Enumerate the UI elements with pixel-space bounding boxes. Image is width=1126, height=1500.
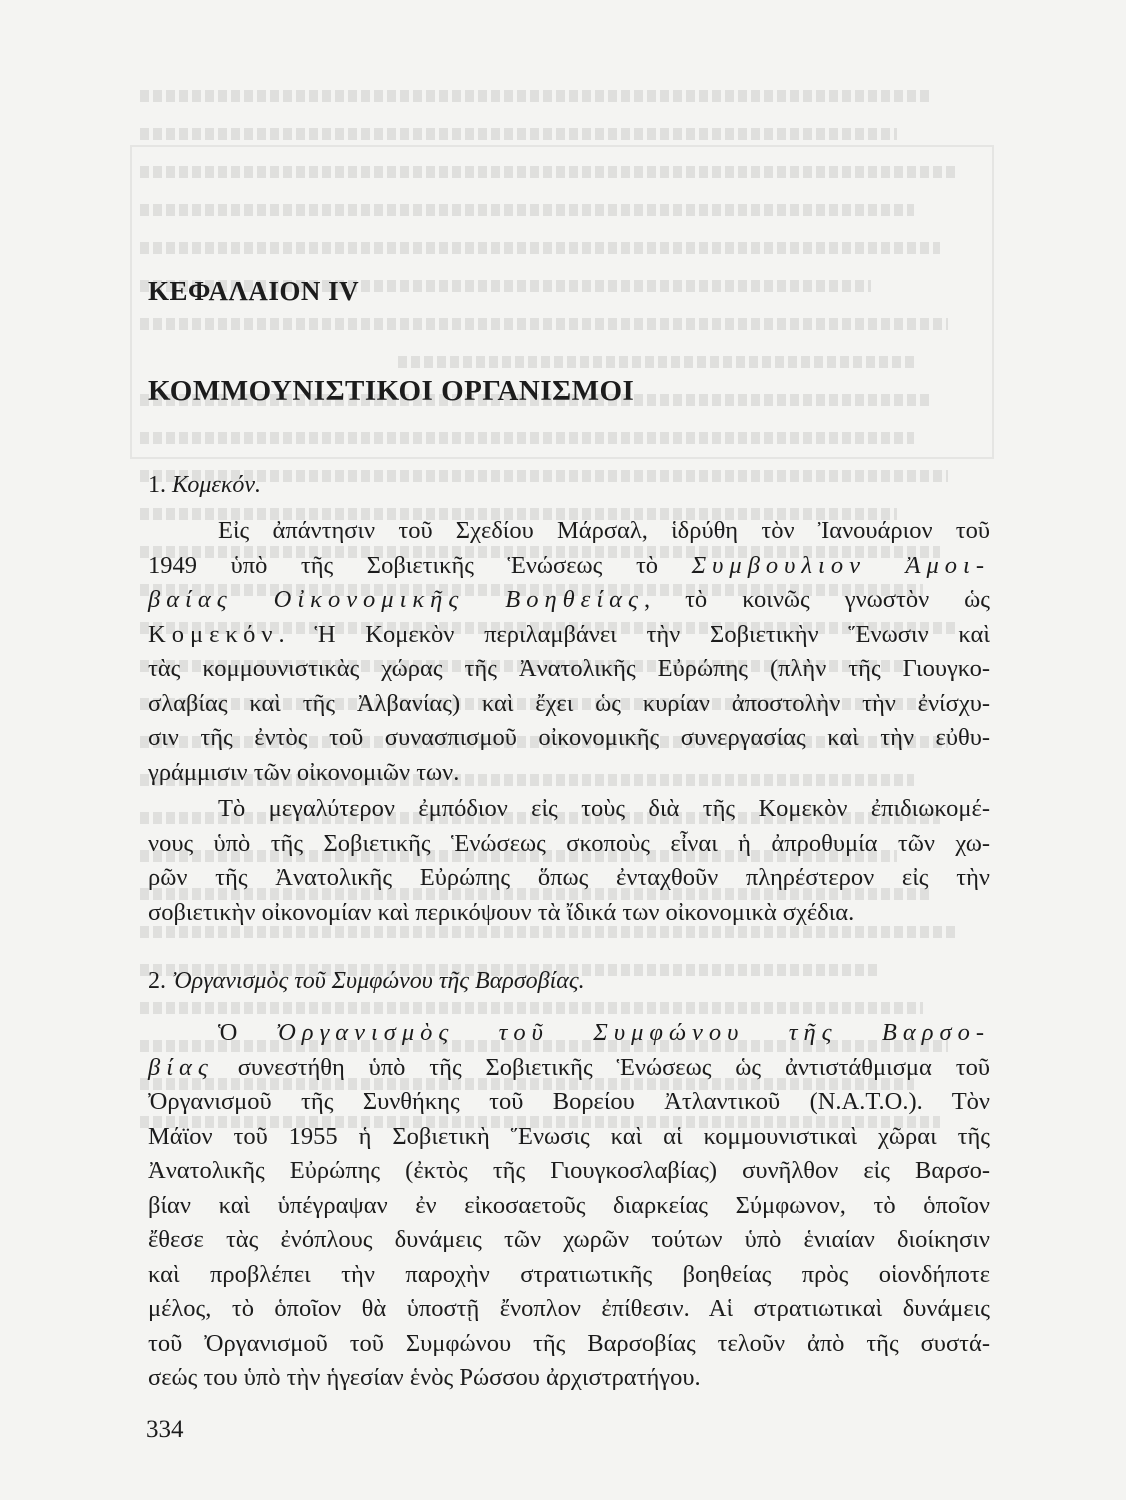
spaced-emphasis: Ὀργανισμὸς τοῦ Συμφώνου τῆς Βαρσο- — [275, 1019, 990, 1046]
chapter-heading: ΚΕΦΑΛΑΙΟΝ IV — [148, 276, 360, 306]
text-line: ἔθεσε τὰς ἐνόπλους δυνάμεις τῶν χωρῶν τούτων ὑπὸ ἑνιαίαν διοίκησιν — [148, 1226, 990, 1253]
spaced-emphasis: βίας — [148, 1053, 214, 1081]
text-line: μέλος, τὸ ὁποῖον θὰ ὑποστῇ ἔνοπλον ἐπίθεσιν. Αἱ στρατιωτικαὶ δυνάμεις — [148, 1295, 990, 1322]
section-title: Ὀργανισμὸς τοῦ Συμφώνου τῆς Βαρσοβίας. — [172, 968, 585, 994]
text-line: Ἀνατολικῆς Εὐρώπης (ἐκτὸς τῆς Γιουγκοσλαβίας) συνῆλθον εἰς Βαρσο- — [148, 1157, 990, 1184]
text-line: Ὁ Ὀργανισμὸς τοῦ Συμφώνου τῆς Βαρσο- — [218, 1019, 990, 1046]
chapter-title: ΚΟΜΜΟΥΝΙΣΤΙΚΟΙ ΟΡΓΑΝΙΣΜΟΙ — [148, 375, 635, 407]
text-line: Κομεκόν. Ἡ Κομεκὸν περιλαμβάνει τὴν Σοβιετικὴν Ἕνωσιν καὶ — [148, 620, 990, 648]
page-number: 334 — [146, 1416, 184, 1443]
paragraph-comecon-founding — [148, 514, 990, 790]
text-line: καὶ προβλέπει τὴν παροχὴν στρατιωτικῆς βοηθείας πρὸς οἱονδήποτε — [148, 1260, 990, 1288]
text-line: ρῶν τῆς Ἀνατολικῆς Εὐρώπης ὅπως ἐνταχθοῦν πληρέστερον εἰς τὴν — [148, 864, 990, 891]
text-line: σλαβίας καὶ τῆς Ἀλβανίας) καὶ ἔχει ὡς κυρίαν ἀποστολὴν τὴν ἐνίσχυ- — [148, 689, 990, 717]
text-line: σεώς του ὑπὸ τὴν ἡγεσίαν ἑνὸς Ρώσσου ἀρχιστρατήγου. — [148, 1364, 701, 1391]
spaced-emphasis: Συμβουλιον Ἀμοι- — [691, 551, 990, 579]
text-line: 1949 ὑπὸ τῆς Σοβιετικῆς Ἑνώσεως τὸ Συμβουλιον Ἀμοι- — [148, 551, 990, 579]
text-line: βίαν καὶ ὑπέγραψαν ἐν εἰκοσαετοῦς διαρκείας Σύμφωνον, τὸ ὁποῖον — [148, 1191, 990, 1219]
section-title: Κομεκόν. — [172, 472, 261, 498]
text-line: σιν τῆς ἐντὸς τοῦ συνασπισμοῦ οἰκονομικῆς συνεργασίας καὶ τὴν εὐθυ- — [148, 724, 990, 751]
text-line: Μάϊον τοῦ 1955 ἡ Σοβιετικὴ Ἕνωσις καὶ αἱ κομμουνιστικαὶ χῶραι τῆς — [148, 1122, 990, 1150]
section-number: 2. — [148, 968, 166, 994]
paragraph-warsaw-pact — [148, 1016, 990, 1396]
section-heading-1 — [148, 472, 261, 499]
text-line: σοβιετικὴν οἰκονομίαν καὶ περικόψουν τὰ ἴδικά των οἰκονομικὰ σχέδια. — [148, 898, 855, 926]
spaced-emphasis: Κομεκόν — [148, 620, 279, 648]
text-line: Ὀργανισμοῦ τῆς Συνθήκης τοῦ Βορείου Ἀτλαντικοῦ (Ν.Α.Τ.Ο.). Τὸν — [148, 1088, 990, 1115]
text-line: Τὸ μεγαλύτερον ἐμπόδιον εἰς τοὺς διὰ τῆς Κομεκὸν ἐπιδιωκομέ- — [218, 795, 990, 822]
text-line: τὰς κομμουνιστικὰς χώρας τῆς Ἀνατολικῆς Εὐρώπης (πλὴν τῆς Γιουγκο- — [148, 655, 990, 682]
paragraph-comecon-obstacle — [148, 792, 990, 930]
text-line: Εἰς ἀπάντησιν τοῦ Σχεδίου Μάρσαλ, ἱδρύθη τὸν Ἰανουάριον τοῦ — [218, 517, 990, 544]
spaced-emphasis: βαίας Οἰκονομικῆς Βοηθείας — [148, 586, 644, 613]
section-number: 1. — [148, 472, 166, 498]
text-line: τοῦ Ὀργανισμοῦ τοῦ Συμφώνου τῆς Βαρσοβίας τελοῦν ἀπὸ τῆς συστά- — [148, 1329, 990, 1357]
text-line: βαίας Οἰκονομικῆς Βοηθείας, τὸ κοινῶς γνωστὸν ὡς — [148, 586, 990, 613]
text-line: γράμμισιν τῶν οἰκονομιῶν των. — [148, 758, 460, 786]
section-heading-2 — [148, 968, 585, 995]
text-line: βίας συνεστήθη ὑπὸ τῆς Σοβιετικῆς Ἑνώσεως ὡς ἀντιστάθμισμα τοῦ — [148, 1053, 990, 1081]
text-line: νους ὑπὸ τῆς Σοβιετικῆς Ἑνώσεως σκοποὺς εἶναι ἡ ἀπροθυμία τῶν χω- — [148, 829, 990, 857]
